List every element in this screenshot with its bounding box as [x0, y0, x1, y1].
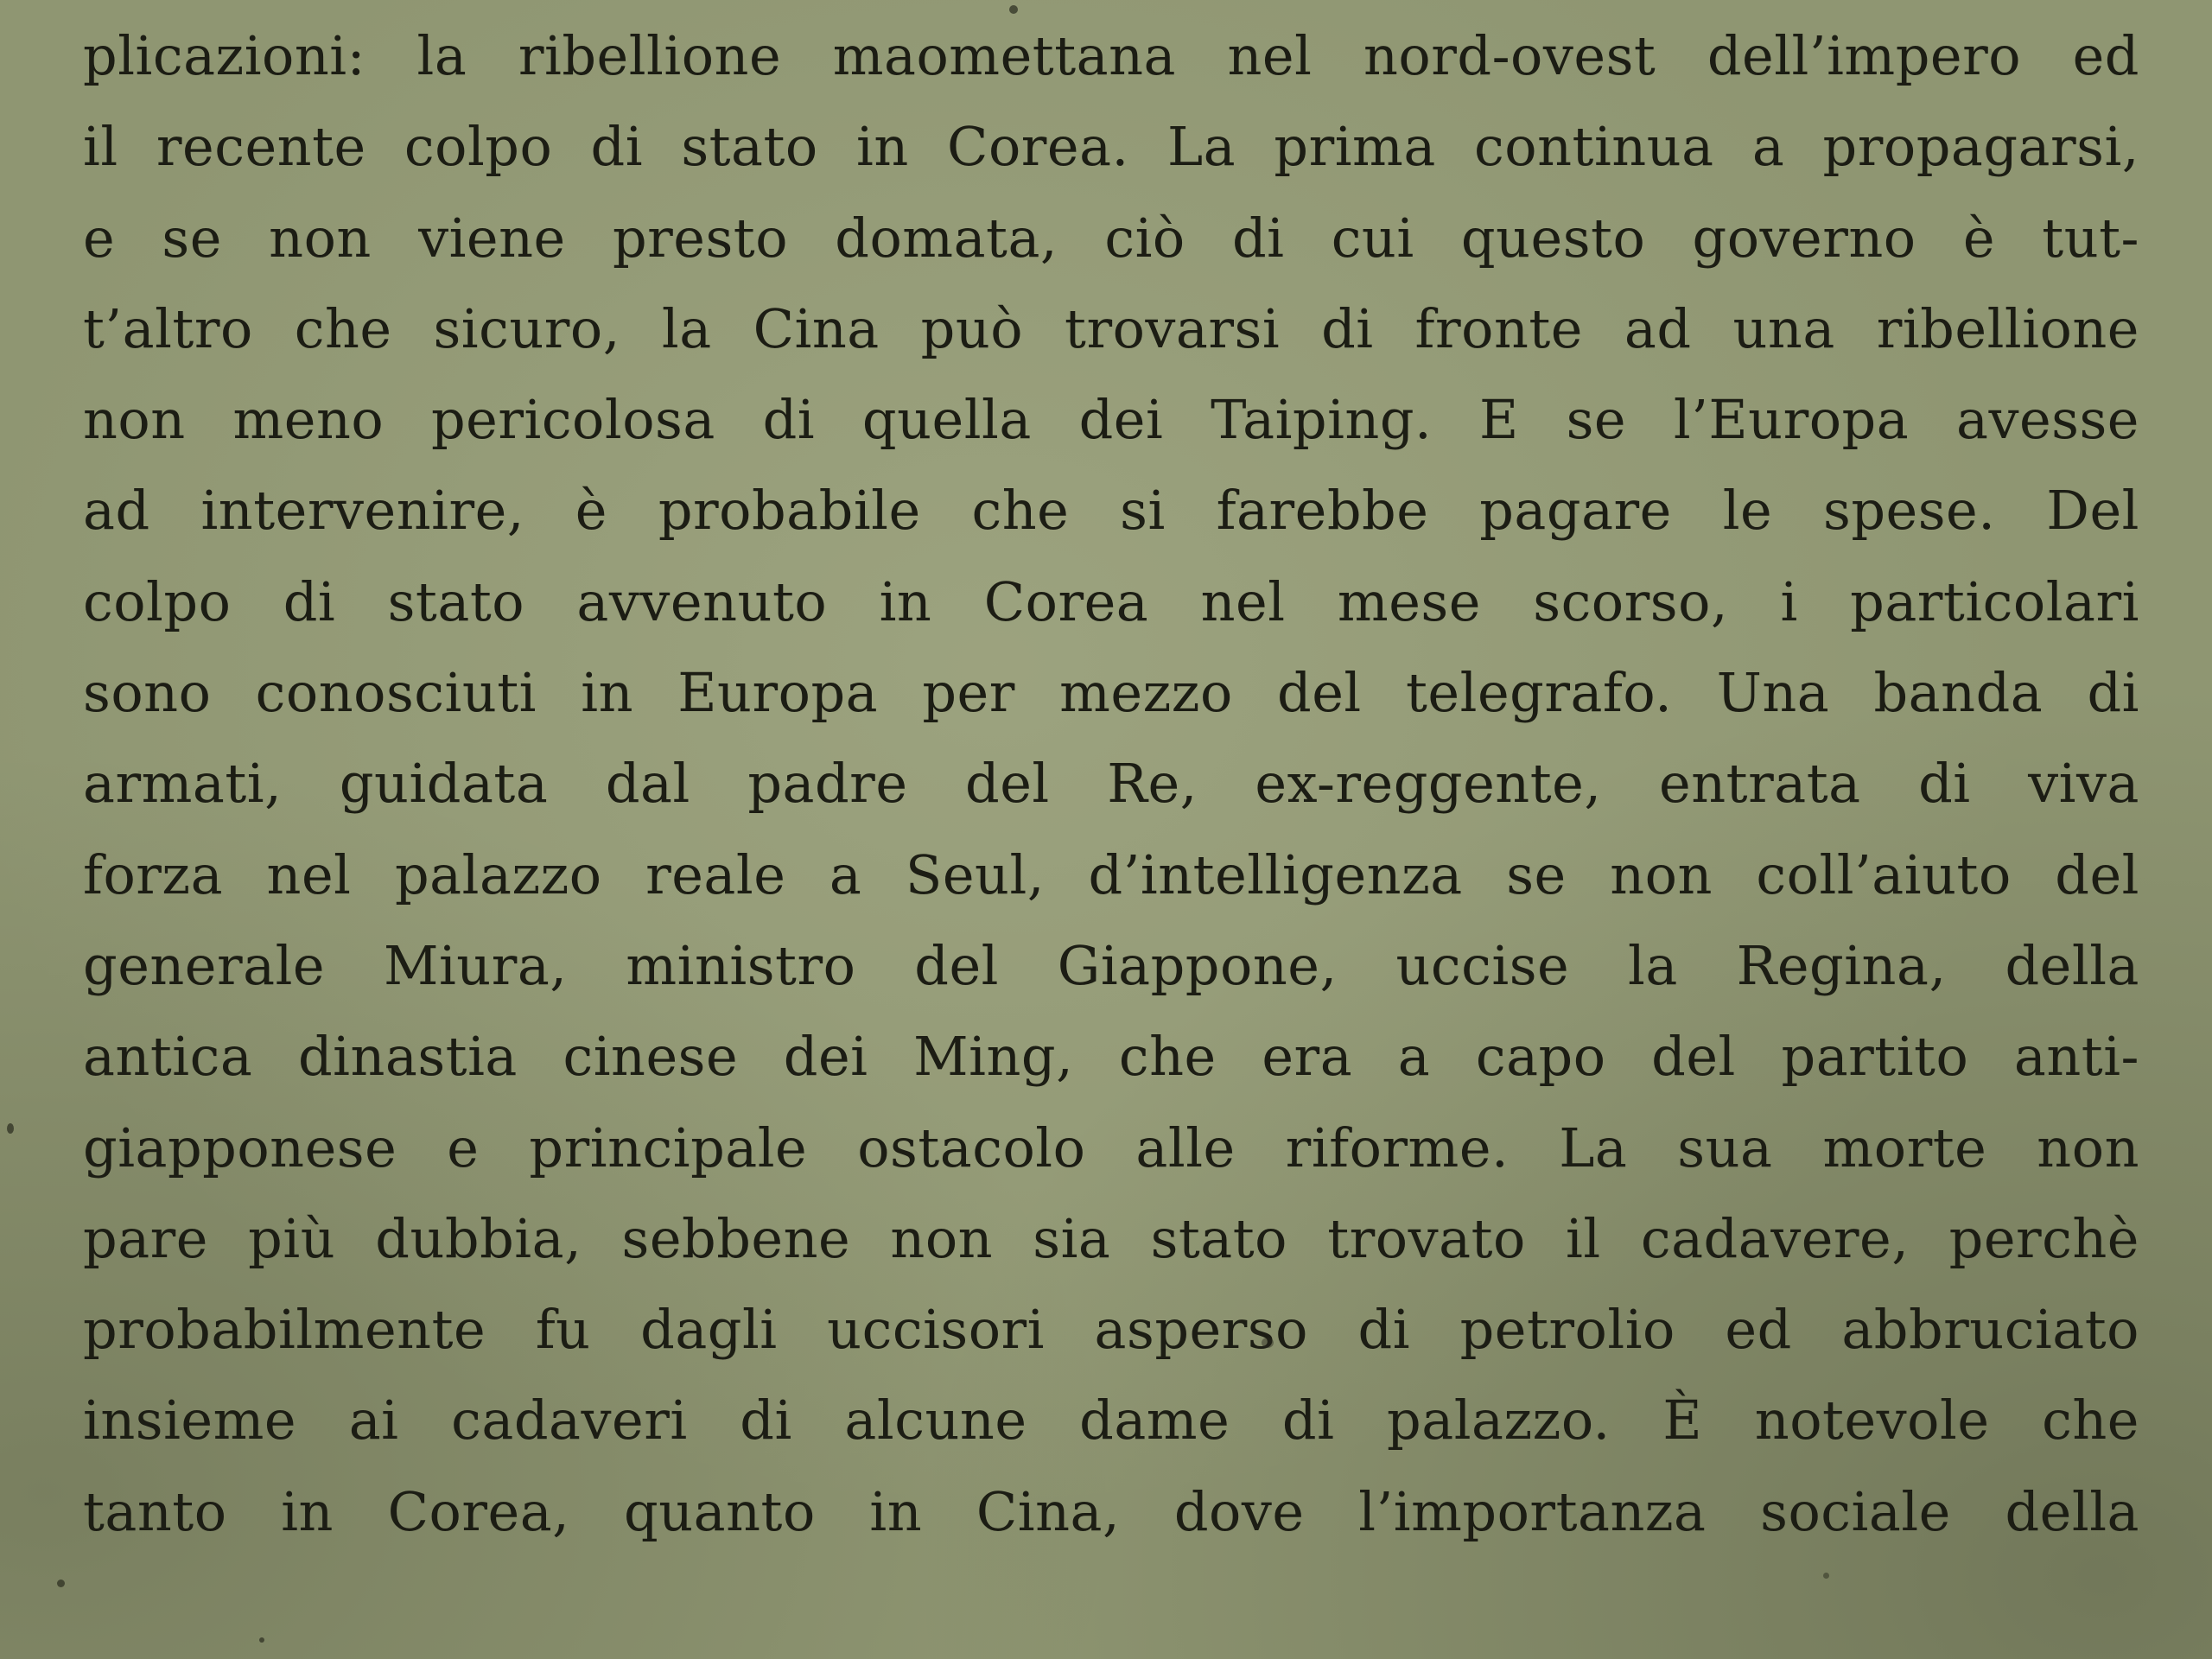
text-line: giapponese e principale ostacolo alle riforme. La sua morte non [83, 1116, 2139, 1179]
text-line: armati, guidata dal padre del Re, ex-reggente, entrata di viva [83, 752, 2139, 816]
text-line: antica dinastia cinese dei Ming, che era a capo del partito anti- [83, 1025, 2139, 1089]
paper-speck [57, 1580, 65, 1587]
text-line: sono conosciuti in Europa per mezzo del telegrafo. Una banda di [83, 661, 2139, 725]
text-line: generale Miura, ministro del Giappone, uccise la Regina, della [83, 933, 2139, 997]
paper-speck [1009, 5, 1018, 14]
body-text [83, 10, 2139, 1557]
paper-speck [7, 1123, 14, 1134]
paper-speck [1823, 1573, 1829, 1579]
text-line: probabilmente fu dagli uccisori asperso di petrolio ed abbruciato [83, 1298, 2139, 1362]
text-line: colpo di stato avvenuto in Corea nel mese scorso, i particolari [83, 569, 2139, 633]
text-line: tanto in Corea, quanto in Cina, dove l’importanza sociale della [83, 1479, 2139, 1543]
paper-speck [259, 1637, 264, 1643]
text-line: pare più dubbia, sebbene non sia stato trovato il cadavere, perchè [83, 1206, 2139, 1270]
text-line: non meno pericolosa di quella dei Taiping. E se l’Europa avesse [83, 388, 2139, 452]
paper-speck [1262, 1338, 1274, 1348]
text-line: forza nel palazzo reale a Seul, d’intelligenza se non coll’aiuto del [83, 842, 2139, 906]
text-line: plicazioni: la ribellione maomettana nel nord-ovest dell’impero ed [83, 24, 2139, 87]
text-line: t’altro che sicuro, la Cina può trovarsi di fronte ad una ribellione [83, 296, 2139, 360]
text-line: ad intervenire, è probabile che si farebbe pagare le spese. Del [83, 479, 2139, 543]
text-line: il recente colpo di stato in Corea. La prima continua a propagarsi, [83, 115, 2139, 179]
text-line: e se non viene presto domata, ciò di cui questo governo è tut- [83, 206, 2139, 270]
text-line: insieme ai cadaveri di alcune dame di palazzo. È notevole che [83, 1389, 2139, 1452]
